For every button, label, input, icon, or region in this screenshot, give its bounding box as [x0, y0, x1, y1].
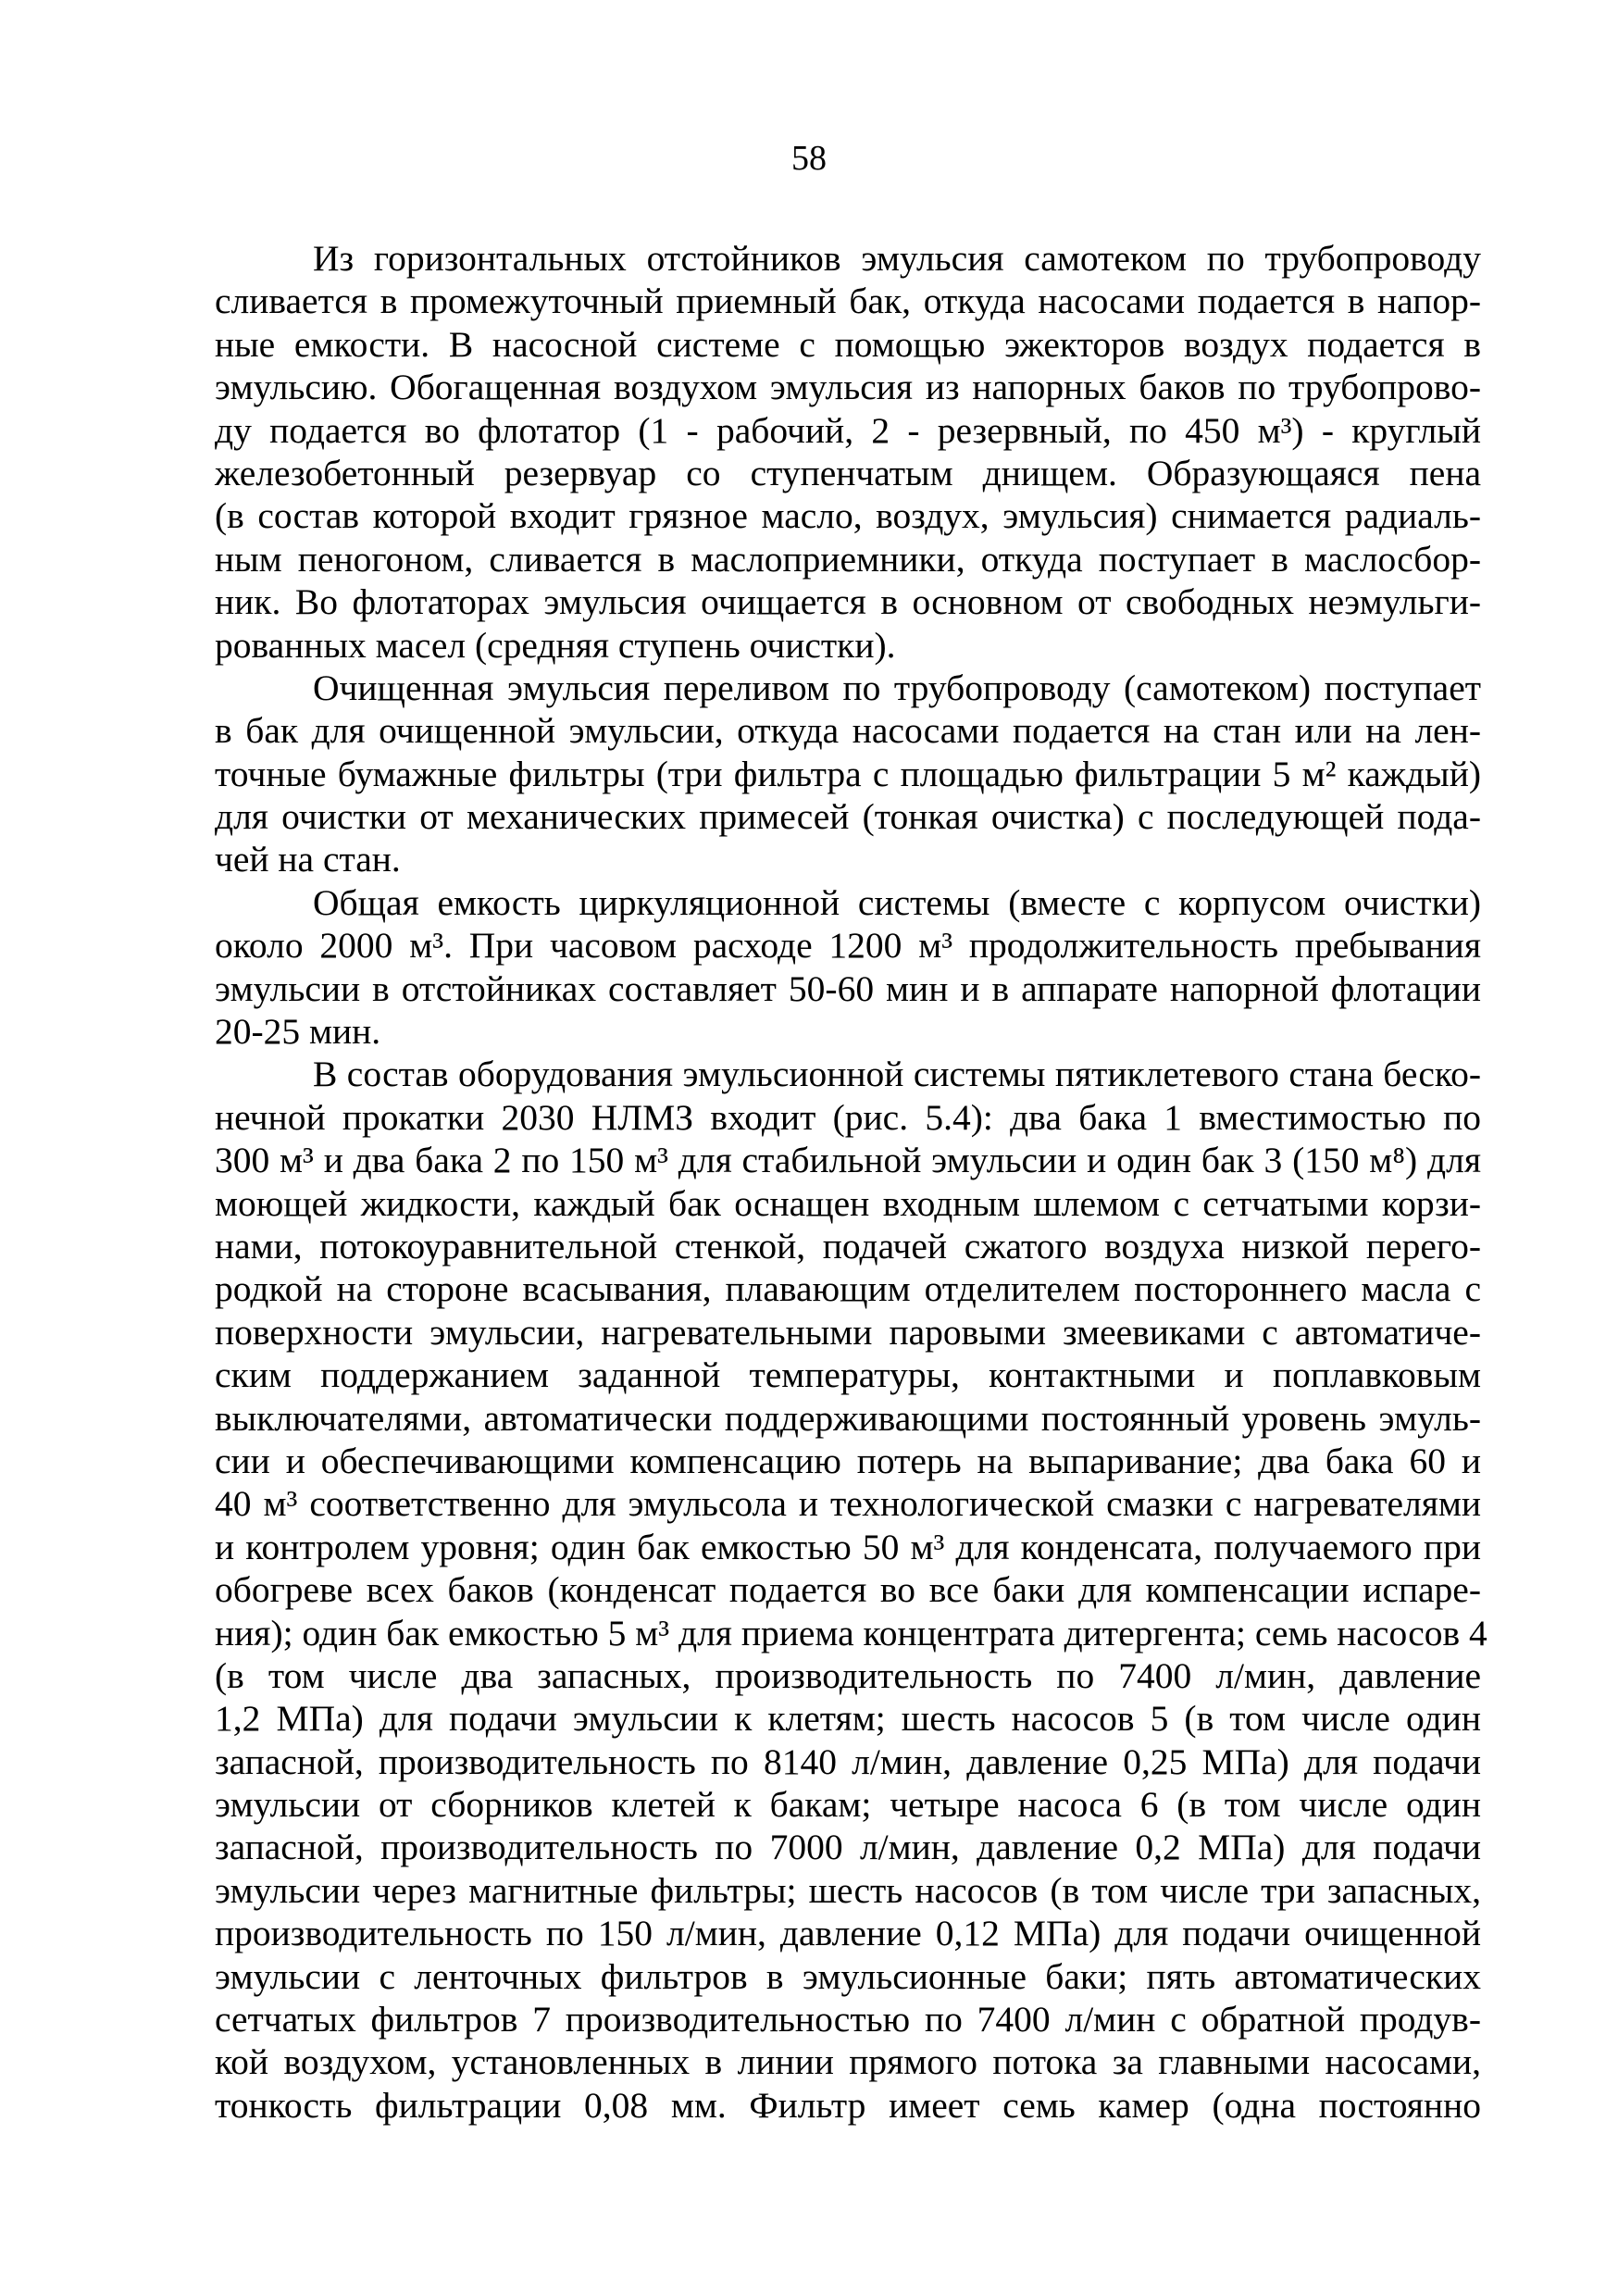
- text-line: эмульсии в отстойниках составляет 50-60 мин и в аппарате напорной флотации: [215, 967, 1481, 1009]
- text-line: обогреве всех баков (конденсат подается во все баки для компенсации испаре-: [215, 1569, 1481, 1611]
- text-line: тонкость фильтрации 0,08 мм. Фильтр имеет семь камер (одна постоянно: [215, 2084, 1481, 2126]
- text-line: ные емкости. В насосной системе с помощью эжекторов воздух подается в: [215, 323, 1481, 365]
- text-line: эмульсию. Обогащенная воздухом эмульсия из напорных баков по трубопрово-: [215, 367, 1481, 408]
- text-line: эмульсии через магнитные фильтры; шесть насосов (в том числе три запасных,: [215, 1869, 1481, 1911]
- text-line: ным пеногоном, сливается в маслоприемники, откуда поступает в маслосбор-: [215, 538, 1481, 580]
- text-line: эмульсии от сборников клетей к бакам; четыре насоса 6 (в том числе один: [215, 1784, 1481, 1826]
- text-line: для очистки от механических примесей (тонкая очистка) с последующей пода-: [215, 796, 1481, 838]
- text-line: сливается в промежуточный приемный бак, откуда насосами подается в напор-: [215, 281, 1481, 322]
- text-line: нами, потокоуравнительной стенкой, подачей сжатого воздуха низкой перего-: [215, 1225, 1481, 1267]
- text-line: эмульсии с ленточных фильтров в эмульсионные баки; пять автоматических: [215, 1955, 1481, 1997]
- text-line: точные бумажные фильтры (три фильтра с площадью фильтрации 5 м² каждый): [215, 753, 1481, 794]
- text-line: нечной прокатки 2030 НЛМЗ входит (рис. 5.4): два бака 1 вместимостью по: [215, 1096, 1481, 1138]
- text-line: производительность по 150 л/мин, давление 0,12 МПа) для подачи очищенной: [215, 1913, 1481, 1954]
- text-line: Из горизонтальных отстойников эмульсия самотеком по трубопроводу: [313, 238, 1481, 279]
- text-line: 40 м³ соответственно для эмульсола и технологической смазки с нагревателями: [215, 1483, 1481, 1525]
- text-line: (в состав которой входит грязное масло, воздух, эмульсия) снимается радиаль-: [215, 495, 1481, 537]
- text-line: выключателями, автоматически поддерживающими постоянный уровень эмуль-: [215, 1397, 1481, 1439]
- text-line: моющей жидкости, каждый бак оснащен входным шлемом с сетчатыми корзи-: [215, 1182, 1481, 1224]
- text-line: около 2000 м³. При часовом расходе 1200 м³ продолжительность пребывания: [215, 925, 1481, 967]
- text-line: сии и обеспечивающими компенсацию потерь на выпаривание; два бака 60 и: [215, 1440, 1481, 1481]
- text-line: кой воздухом, установленных в линии прямого потока за главными насосами,: [215, 2041, 1481, 2083]
- text-line: 1,2 МПа) для подачи эмульсии к клетям; шесть насосов 5 (в том числе один: [215, 1698, 1481, 1740]
- text-line: Общая емкость циркуляционной системы (вместе с корпусом очистки): [313, 881, 1481, 923]
- text-line: чей на стан.: [215, 839, 401, 880]
- text-line: Очищенная эмульсия переливом по трубопроводу (самотеком) поступает: [313, 667, 1481, 708]
- text-line: 300 м³ и два бака 2 по 150 м³ для стабильной эмульсии и один бак 3 (150 м⁸) для: [215, 1140, 1481, 1181]
- text-line: ду подается во флотатор (1 - рабочий, 2 - резервный, по 450 м³) - круглый: [215, 409, 1481, 451]
- text-line: ния); один бак емкостью 5 м³ для приема концентрата дитергента; семь насосов 4: [215, 1612, 1487, 1653]
- body-text: [215, 237, 1487, 2127]
- text-line: рованных масел (средняя ступень очистки).: [215, 624, 896, 666]
- text-line: сетчатых фильтров 7 производительностью по 7400 л/мин с обратной продув-: [215, 1999, 1481, 2040]
- text-line: 20-25 мин.: [215, 1011, 381, 1053]
- text-line: в бак для очищенной эмульсии, откуда насосами подается на стан или на лен-: [215, 710, 1481, 752]
- text-line: родкой на стороне всасывания, плавающим отделителем постороннего масла с: [215, 1268, 1481, 1310]
- text-line: запасной, производительность по 7000 л/мин, давление 0,2 МПа) для подачи: [215, 1827, 1481, 1868]
- text-line: ским поддержанием заданной температуры, контактными и поплавковым: [215, 1354, 1481, 1396]
- page-number: 58: [791, 139, 827, 178]
- text-line: ник. Во флотаторах эмульсия очищается в основном от свободных неэмульги-: [215, 581, 1481, 623]
- text-line: запасной, производительность по 8140 л/мин, давление 0,25 МПа) для подачи: [215, 1741, 1481, 1782]
- text-line: железобетонный резервуар со ступенчатым днищем. Образующаяся пена: [215, 452, 1481, 493]
- text-line: поверхности эмульсии, нагревательными паровыми змеевиками с автоматиче-: [215, 1311, 1481, 1353]
- text-line: В состав оборудования эмульсионной системы пятиклетевого стана беско-: [313, 1054, 1481, 1095]
- text-line: (в том числе два запасных, производительность по 7400 л/мин, давление: [215, 1654, 1481, 1696]
- text-line: и контролем уровня; один бак емкостью 50 м³ для конденсата, получаемого при: [215, 1526, 1481, 1567]
